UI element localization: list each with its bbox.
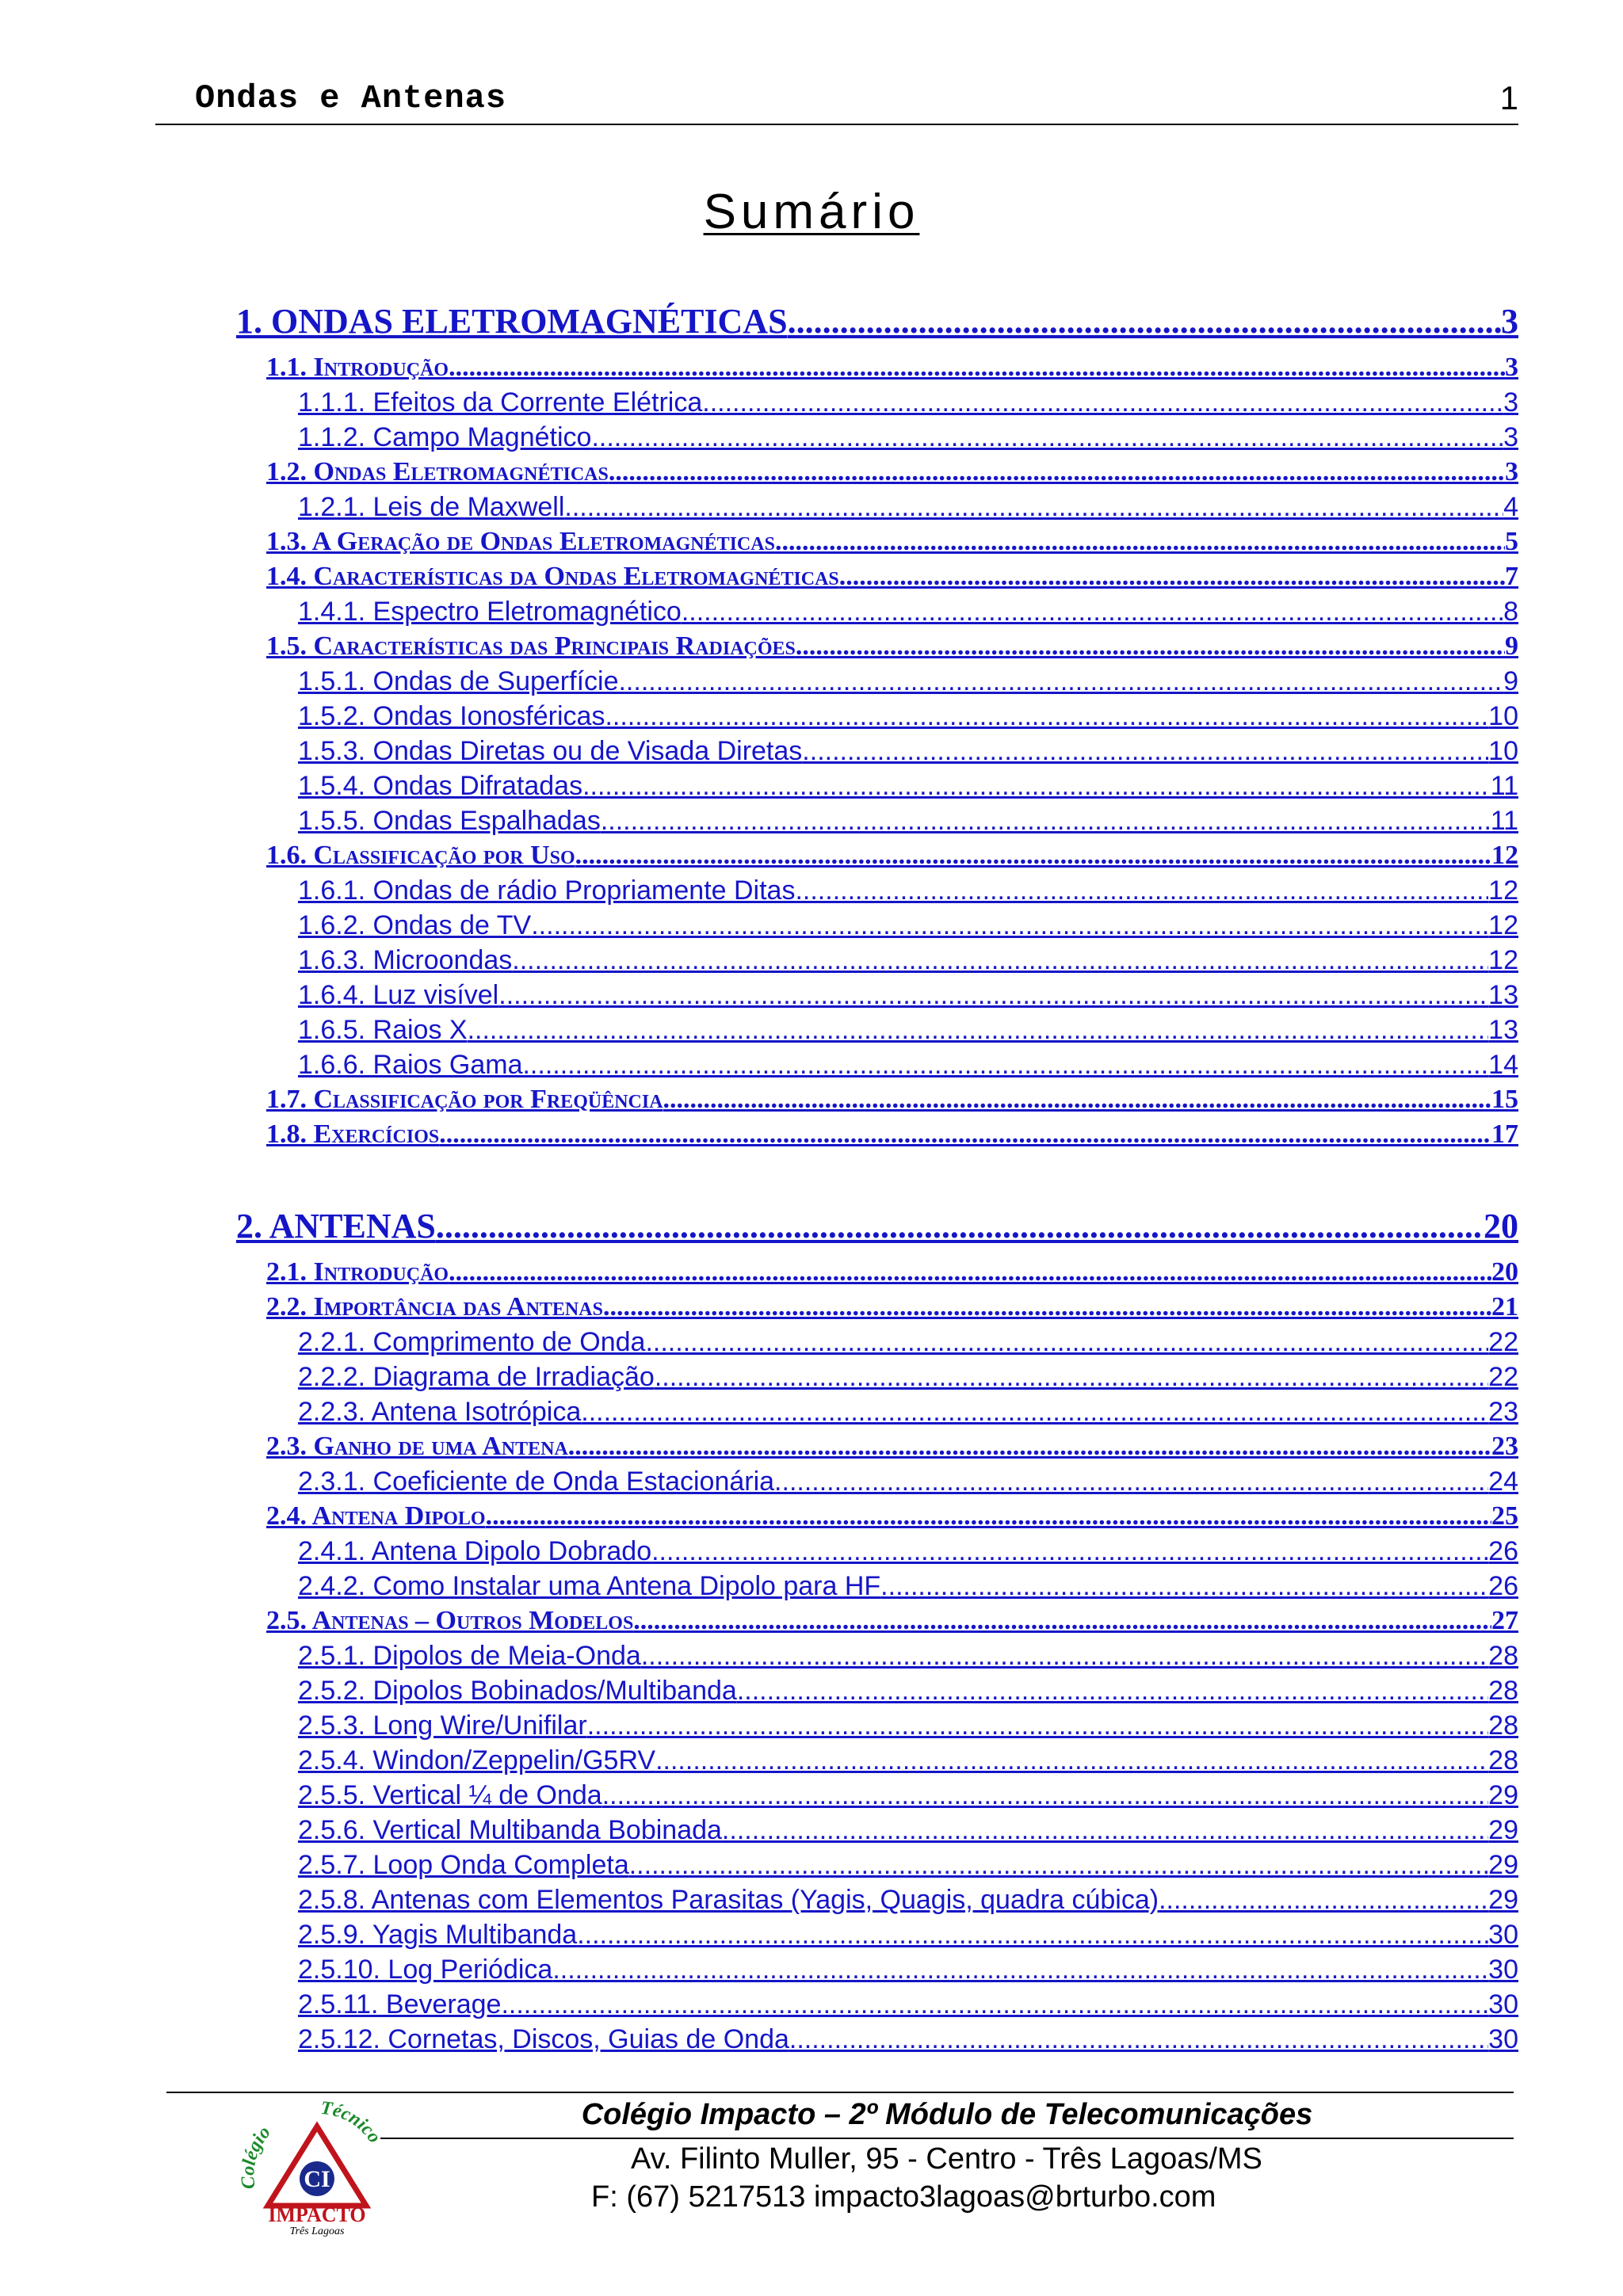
- toc-entry-page: 12: [1491, 841, 1518, 870]
- toc-entry[interactable]: [298, 1917, 1518, 1952]
- toc-entry-label: 1. ONDAS ELETROMAGNÉTICAS: [236, 302, 788, 341]
- toc-entry-label: 2.2.1. Comprimento de Onda: [298, 1327, 646, 1357]
- toc-entry-page: 30: [1488, 1989, 1518, 2019]
- toc-entry-page: 21: [1491, 1292, 1518, 1322]
- toc-entry-label: 1.7. Classificação por Freqüência: [266, 1085, 663, 1114]
- toc-entry[interactable]: [298, 1778, 1518, 1813]
- footer-address: Av. Filinto Muller, 95 - Centro - Três Lagoas/MS: [631, 2142, 1262, 2176]
- toc-entry[interactable]: [298, 385, 1518, 420]
- toc-entry-leader: [839, 559, 1505, 594]
- toc-entry-label: 1.3. A Geração de Ondas Eletromagnéticas: [266, 527, 775, 556]
- toc-entry-label: 1.1.1. Efeitos da Corrente Elétrica: [298, 387, 703, 418]
- toc-entry-leader: [512, 943, 1488, 978]
- toc-entry-page: 30: [1488, 1920, 1518, 1950]
- toc-entry-page: 10: [1488, 701, 1518, 731]
- toc-entry-leader: [737, 1673, 1488, 1708]
- toc-entry[interactable]: [298, 1848, 1518, 1882]
- toc-entry-label: 2.1. Introdução: [266, 1257, 449, 1287]
- toc-entry-label: 2.5.6. Vertical Multibanda Bobinada: [298, 1815, 722, 1845]
- toc-entry-leader: [449, 350, 1505, 385]
- toc-entry-page: 28: [1488, 1711, 1518, 1741]
- toc-entry[interactable]: [298, 1987, 1518, 2022]
- logo-name: IMPACTO: [268, 2203, 366, 2226]
- toc-entry[interactable]: [266, 524, 1518, 559]
- toc-entry-label: 2.4.2. Como Instalar uma Antena Dipolo para HF: [298, 1571, 881, 1601]
- toc-entry-page: 23: [1488, 1397, 1518, 1427]
- toc-entry-leader: [633, 1604, 1491, 1638]
- toc-entry[interactable]: [266, 455, 1518, 490]
- toc-entry-page: 24: [1488, 1466, 1518, 1497]
- toc-entry-leader: [702, 385, 1503, 420]
- toc-entry-label: 1.6.1. Ondas de rádio Propriamente Ditas: [298, 875, 796, 906]
- toc-entry-page: 13: [1488, 980, 1518, 1010]
- toc-entry-page: 29: [1488, 1815, 1518, 1845]
- toc-entry-page: 23: [1491, 1432, 1518, 1461]
- toc-entry-leader: [605, 699, 1488, 734]
- toc-entry-label: 1.5.2. Ondas Ionosféricas: [298, 701, 605, 731]
- toc-entry-label: 2. ANTENAS: [236, 1207, 436, 1245]
- toc-entry-leader: [682, 594, 1503, 629]
- toc-entry-page: 14: [1488, 1050, 1518, 1080]
- toc-entry[interactable]: [266, 1082, 1518, 1117]
- toc-entry-label: 2.5.1. Dipolos de Meia-Onda: [298, 1641, 641, 1671]
- toc-entry[interactable]: [298, 1394, 1518, 1429]
- toc-entry-label: 2.5.9. Yagis Multibanda: [298, 1920, 578, 1950]
- toc-entry[interactable]: [298, 1464, 1518, 1499]
- toc-entry[interactable]: [236, 298, 1518, 345]
- logo-monogram: CI: [304, 2166, 330, 2192]
- toc-entry-label: 2.4.1. Antena Dipolo Dobrado: [298, 1536, 652, 1566]
- toc-entry-leader: [498, 978, 1488, 1013]
- toc-entry[interactable]: [298, 1534, 1518, 1569]
- toc-entry-leader: [618, 664, 1503, 699]
- toc-entry-page: 22: [1488, 1362, 1518, 1392]
- toc-entry-label: 2.5.12. Cornetas, Discos, Guias de Onda: [298, 2024, 789, 2054]
- toc-entry[interactable]: [266, 1604, 1518, 1638]
- toc-entry-label: 1.1. Introdução: [266, 353, 449, 382]
- toc-entry-page: 3: [1505, 457, 1518, 486]
- toc-entry-leader: [788, 298, 1501, 345]
- toc-entry[interactable]: [298, 1708, 1518, 1743]
- toc-entry-leader: [591, 420, 1503, 455]
- toc-entry-leader: [577, 1917, 1488, 1952]
- toc-entry-leader: [468, 1013, 1489, 1047]
- toc-entry-leader: [552, 1952, 1488, 1987]
- toc-entry-page: 25: [1491, 1501, 1518, 1531]
- toc-entry-leader: [655, 1360, 1488, 1394]
- toc-entry-label: 1.6.5. Raios X: [298, 1015, 468, 1045]
- toc-entry-label: 2.5.4. Windon/Zeppelin/G5RV: [298, 1745, 656, 1775]
- toc-entry[interactable]: [298, 943, 1518, 978]
- toc-entry-label: 1.5.5. Ondas Espalhadas: [298, 806, 601, 836]
- toc-entry-label: 1.6. Classificação por Uso: [266, 841, 575, 870]
- toc-entry-label: 1.2. Ondas Eletromagnéticas: [266, 457, 609, 486]
- toc-entry[interactable]: [298, 978, 1518, 1013]
- toc-entry-label: 1.1.2. Campo Magnético: [298, 422, 592, 452]
- toc-entry-leader: [775, 524, 1505, 559]
- toc-entry-page: 29: [1488, 1780, 1518, 1810]
- toc-entry-label: 1.4.1. Espectro Eletromagnético: [298, 597, 682, 627]
- toc-entry[interactable]: [298, 664, 1518, 699]
- toc-entry-label: 1.5.4. Ondas Difratadas: [298, 771, 583, 801]
- logo-arc-text-left: Colégio: [238, 2122, 275, 2191]
- toc-entry-leader: [582, 769, 1491, 803]
- toc-entry[interactable]: [266, 1429, 1518, 1464]
- toc-entry-page: 28: [1488, 1676, 1518, 1706]
- toc-entry[interactable]: [298, 1360, 1518, 1394]
- toc-entry-leader: [1159, 1882, 1488, 1917]
- toc-entry[interactable]: [266, 350, 1518, 385]
- toc-entry-page: 13: [1488, 1015, 1518, 1045]
- toc-entry-leader: [601, 803, 1491, 838]
- toc-entry[interactable]: [298, 769, 1518, 803]
- school-logo: [238, 2095, 396, 2237]
- toc-entry-page: 3: [1505, 353, 1518, 382]
- toc-entry-page: 30: [1488, 2024, 1518, 2054]
- toc-entry-page: 26: [1488, 1571, 1518, 1601]
- toc-entry-label: 2.4. Antena Dipolo: [266, 1501, 486, 1531]
- toc-entry-page: 12: [1488, 910, 1518, 940]
- footer-divider-secondary: [380, 2138, 1514, 2139]
- toc-entry-page: 28: [1488, 1641, 1518, 1671]
- toc-entry-page: 12: [1488, 945, 1518, 975]
- toc-entry-label: 2.2. Importância das Antenas: [266, 1292, 603, 1322]
- toc-entry[interactable]: [298, 1325, 1518, 1360]
- toc-entry-label: 2.5.11. Beverage: [298, 1989, 502, 2019]
- toc-heading: Sumário: [703, 185, 920, 239]
- toc-entry-leader: [651, 1534, 1488, 1569]
- toc-entry-label: 2.5. Antenas – Outros Modelos: [266, 1606, 634, 1635]
- toc-entry-page: 20: [1491, 1257, 1518, 1287]
- toc-entry[interactable]: [298, 908, 1518, 943]
- toc-entry-leader: [436, 1203, 1484, 1250]
- toc-entry-label: 1.2.1. Leis de Maxwell: [298, 492, 565, 522]
- toc-entry-label: 1.6.3. Microondas: [298, 945, 513, 975]
- toc-entry-leader: [655, 1743, 1488, 1778]
- toc-entry-leader: [531, 908, 1488, 943]
- toc-entry-label: 1.6.4. Luz visível: [298, 980, 499, 1010]
- toc-entry-leader: [603, 1290, 1491, 1325]
- toc-entry-page: 15: [1491, 1085, 1518, 1114]
- toc-entry[interactable]: [298, 1673, 1518, 1708]
- toc-entry-leader: [501, 1987, 1488, 2022]
- footer-school-name: Colégio Impacto – 2º Módulo de Telecomunicações: [581, 2098, 1313, 2131]
- toc-entry-page: 26: [1488, 1536, 1518, 1566]
- toc-entry-page: 12: [1488, 875, 1518, 906]
- toc-entry-leader: [602, 1778, 1488, 1813]
- toc-entry-leader: [802, 734, 1488, 769]
- toc-entry-leader: [439, 1117, 1491, 1152]
- toc-entry-leader: [575, 838, 1491, 873]
- toc-entry[interactable]: [236, 1203, 1518, 1250]
- toc-entry-page: 3: [1501, 302, 1518, 341]
- toc-entry-leader: [581, 1394, 1488, 1429]
- toc-entry[interactable]: [298, 1013, 1518, 1047]
- toc-entry-page: 3: [1503, 422, 1518, 452]
- toc-entry-leader: [587, 1708, 1488, 1743]
- toc-entry-page: 10: [1488, 736, 1518, 766]
- toc-entry-page: 30: [1488, 1955, 1518, 1985]
- toc-entry[interactable]: [298, 594, 1518, 629]
- toc-entry-page: 9: [1503, 666, 1518, 696]
- toc-entry[interactable]: [298, 1813, 1518, 1848]
- toc-entry-page: 3: [1503, 387, 1518, 418]
- toc-entry-label: 2.5.8. Antenas com Elementos Parasitas (Yagis, Quagis, quadra cúbica): [298, 1885, 1159, 1915]
- toc-entry-page: 4: [1503, 492, 1518, 522]
- toc-entry-label: 2.5.3. Long Wire/Unifilar: [298, 1711, 587, 1741]
- toc-entry-leader: [522, 1047, 1488, 1082]
- toc-entry[interactable]: [266, 838, 1518, 873]
- toc-entry[interactable]: [298, 420, 1518, 455]
- toc-entry-label: 2.5.10. Log Periódica: [298, 1955, 553, 1985]
- toc-entry[interactable]: [266, 559, 1518, 594]
- toc-entry[interactable]: [298, 873, 1518, 908]
- toc-entry-page: 28: [1488, 1745, 1518, 1775]
- logo-arc-text-right: Técnico: [319, 2097, 385, 2147]
- toc-entry-page: 7: [1505, 562, 1518, 591]
- logo-city: Três Lagoas: [289, 2225, 345, 2237]
- toc-entry[interactable]: [298, 699, 1518, 734]
- toc-entry-label: 1.4. Características da Ondas Eletromagnéticas: [266, 562, 839, 591]
- toc-entry-label: 1.8. Exercícios: [266, 1119, 440, 1149]
- toc-entry[interactable]: [298, 1047, 1518, 1082]
- toc-entry-leader: [645, 1325, 1488, 1360]
- toc-entry[interactable]: [298, 1638, 1518, 1673]
- toc-entry-label: 2.5.2. Dipolos Bobinados/Multibanda: [298, 1676, 737, 1706]
- page-number: 1: [1499, 79, 1518, 116]
- toc-entry-leader: [568, 1429, 1491, 1464]
- toc-entry-label: 2.5.7. Loop Onda Completa: [298, 1850, 629, 1880]
- toc-entry[interactable]: [266, 1499, 1518, 1534]
- toc-entry-leader: [641, 1638, 1488, 1673]
- document-title: Ondas e Antenas: [195, 79, 507, 117]
- toc-entry[interactable]: [298, 1952, 1518, 1987]
- toc-entry-leader: [774, 1464, 1488, 1499]
- toc-entry[interactable]: [298, 1743, 1518, 1778]
- toc-entry-page: 20: [1484, 1207, 1518, 1245]
- toc-entry[interactable]: [298, 2022, 1518, 2057]
- toc-entry-leader: [880, 1569, 1488, 1604]
- toc-entry-leader: [564, 490, 1503, 524]
- toc-entry-label: 2.3. Ganho de uma Antena: [266, 1432, 568, 1461]
- toc-entry-page: 9: [1505, 631, 1518, 661]
- toc-entry[interactable]: [298, 490, 1518, 524]
- toc-entry-label: 2.2.2. Diagrama de Irradiação: [298, 1362, 655, 1392]
- toc-entry-leader: [609, 455, 1505, 490]
- footer-contact: F: (67) 5217513 impacto3lagoas@brturbo.com: [591, 2180, 1216, 2214]
- toc-entry-label: 1.5.1. Ondas de Superfície: [298, 666, 619, 696]
- toc-entry-label: 2.3.1. Coeficiente de Onda Estacionária: [298, 1466, 775, 1497]
- toc-entry-page: 27: [1491, 1606, 1518, 1635]
- toc-entry-page: 29: [1488, 1850, 1518, 1880]
- toc-entry-page: 22: [1488, 1327, 1518, 1357]
- toc-entry-leader: [789, 2022, 1488, 2057]
- toc-entry-label: 1.5.3. Ondas Diretas ou de Visada Diretas: [298, 736, 803, 766]
- toc-entry-page: 5: [1505, 527, 1518, 556]
- toc-entry-leader: [449, 1255, 1491, 1290]
- toc-entry-page: 11: [1490, 771, 1518, 801]
- toc-entry-page: 11: [1490, 806, 1518, 836]
- toc-entry-label: 2.5.5. Vertical ¼ de Onda: [298, 1780, 602, 1810]
- toc-entry-label: 1.6.6. Raios Gama: [298, 1050, 523, 1080]
- toc-entry-label: 2.2.3. Antena Isotrópica: [298, 1397, 582, 1427]
- toc-entry-label: 1.5. Características das Principais Radiações: [266, 631, 796, 661]
- toc-entry-leader: [796, 629, 1505, 664]
- toc-entry[interactable]: [266, 1290, 1518, 1325]
- toc-entry[interactable]: [266, 1255, 1518, 1290]
- toc-entry-leader: [629, 1848, 1488, 1882]
- toc-entry-page: 8: [1503, 597, 1518, 627]
- toc-entry[interactable]: [266, 1117, 1518, 1152]
- toc-entry-leader: [722, 1813, 1488, 1848]
- toc-entry[interactable]: [298, 1569, 1518, 1604]
- toc-entry-leader: [663, 1082, 1491, 1117]
- toc-entry[interactable]: [298, 803, 1518, 838]
- toc-entry-page: 29: [1488, 1885, 1518, 1915]
- toc-entry-leader: [795, 873, 1488, 908]
- toc-entry-leader: [486, 1499, 1491, 1534]
- toc-entry[interactable]: [298, 734, 1518, 769]
- toc-entry-label: 1.6.2. Ondas de TV: [298, 910, 532, 940]
- toc-entry[interactable]: [266, 629, 1518, 664]
- footer-divider: [166, 2092, 1514, 2093]
- toc-entry[interactable]: [298, 1882, 1518, 1917]
- toc-entry-page: 17: [1491, 1119, 1518, 1149]
